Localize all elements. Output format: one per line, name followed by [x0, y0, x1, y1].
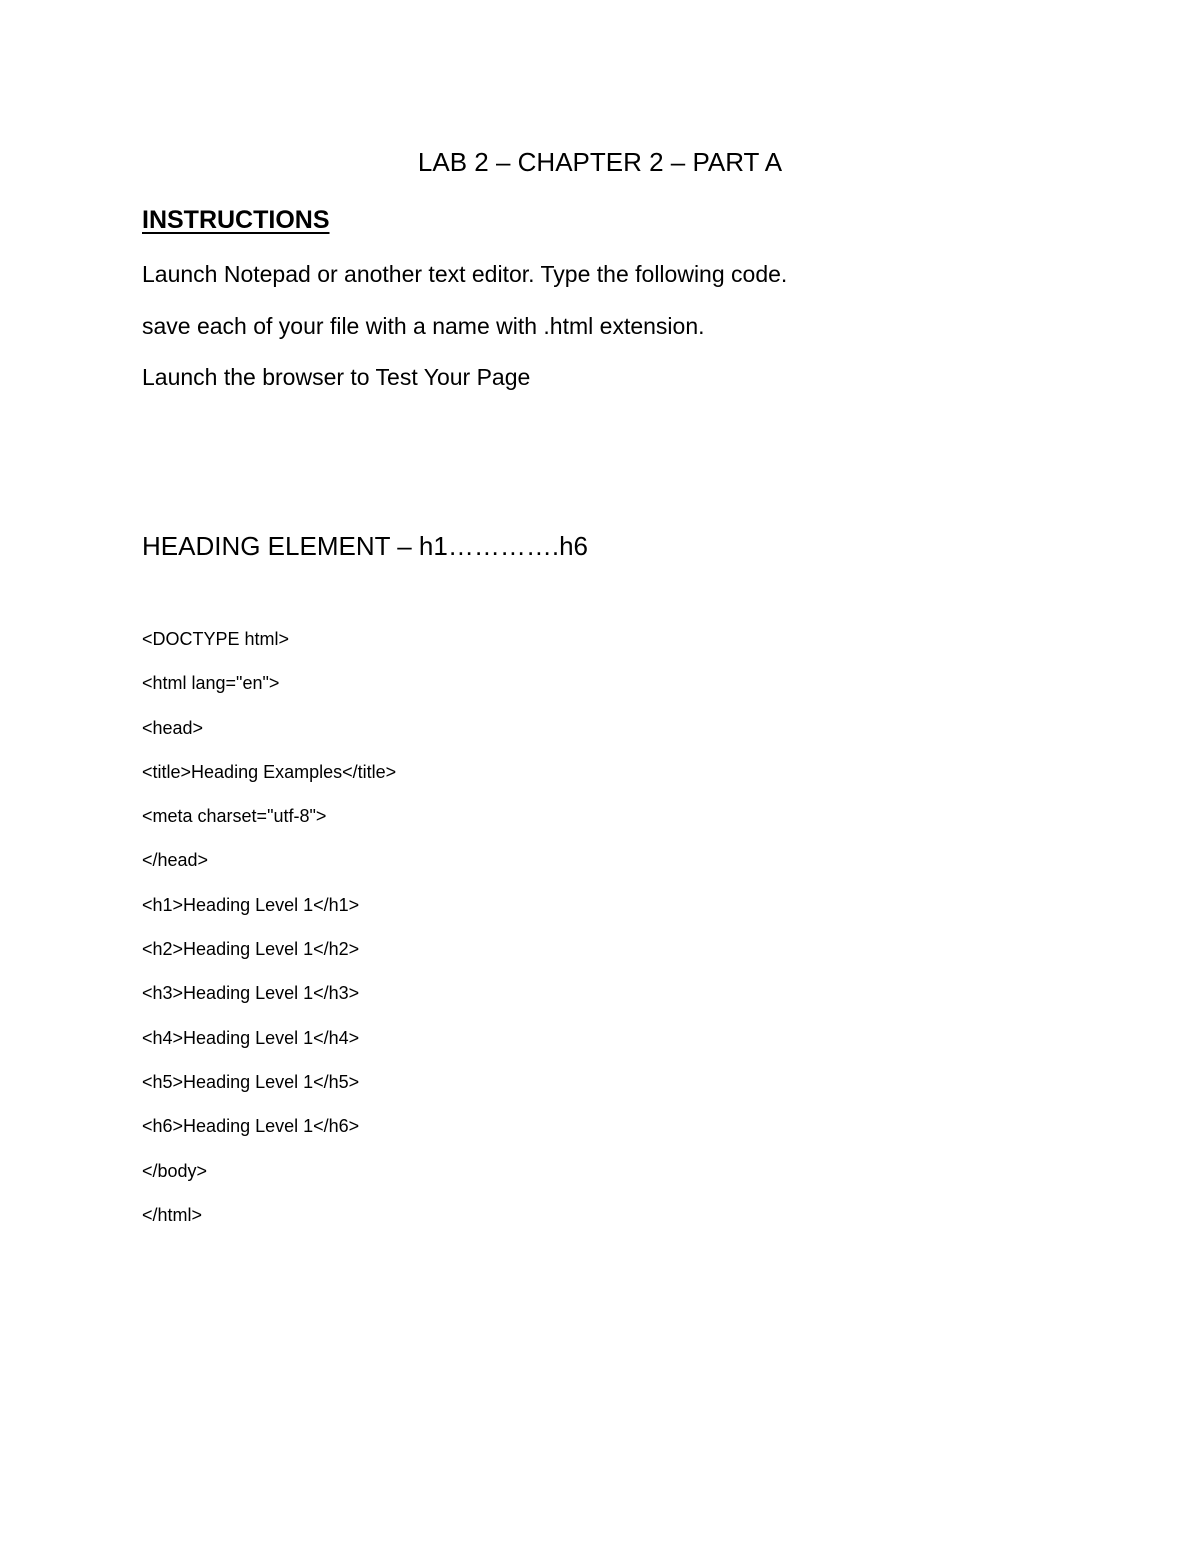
code-line: <h2>Heading Level 1</h2>: [142, 939, 360, 960]
code-line: </html>: [142, 1204, 203, 1225]
code-line: <h1>Heading Level 1</h1>: [142, 894, 360, 915]
code-line: <head>: [142, 717, 204, 738]
code-line: </body>: [142, 1160, 208, 1181]
code-line: <h6>Heading Level 1</h6>: [142, 1116, 360, 1137]
instruction-line: save each of your file with a name with .html extension.: [142, 313, 705, 339]
code-line: </head>: [142, 850, 209, 871]
code-line: <h4>Heading Level 1</h4>: [142, 1027, 360, 1048]
page-title: LAB 2 – CHAPTER 2 – PART A: [417, 147, 783, 177]
heading-element-title: HEADING ELEMENT – h1………….h6: [142, 531, 588, 561]
instruction-line: Launch Notepad or another text editor. Type the following code.: [142, 261, 788, 287]
instruction-line: Launch the browser to Test Your Page: [142, 364, 531, 390]
code-line: <title>Heading Examples</title>: [142, 761, 397, 782]
code-line: <h5>Heading Level 1</h5>: [142, 1071, 360, 1092]
code-line: <h3>Heading Level 1</h3>: [142, 983, 360, 1004]
code-line: <DOCTYPE html>: [142, 629, 290, 649]
code-listing: [142, 627, 396, 1247]
instructions-heading: INSTRUCTIONS: [142, 206, 330, 234]
code-line: <html lang="en">: [142, 673, 280, 694]
code-line: <meta charset="utf-8">: [142, 806, 327, 827]
